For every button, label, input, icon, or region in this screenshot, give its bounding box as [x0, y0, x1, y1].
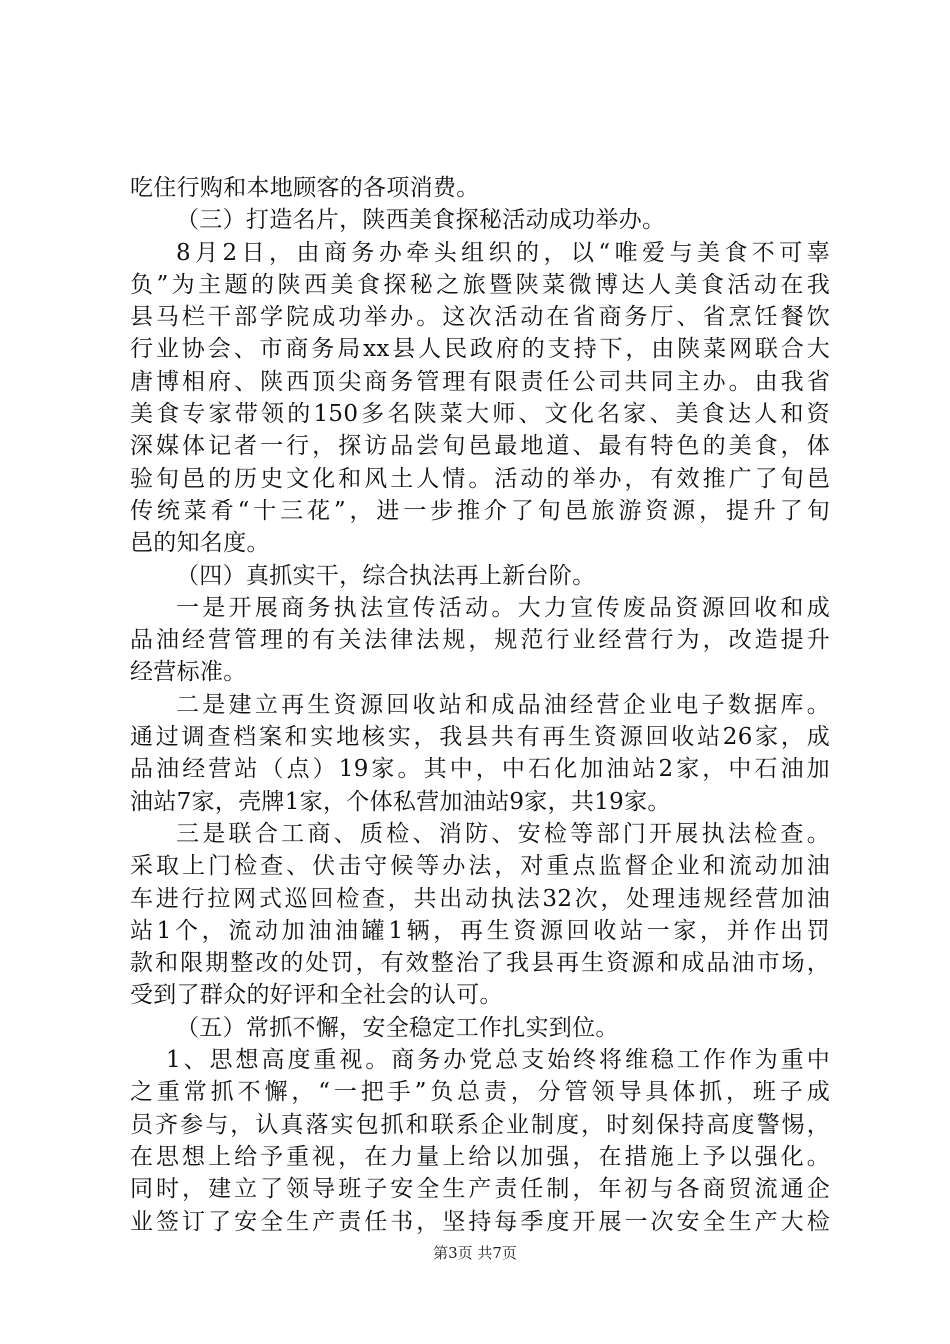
paragraph-line: 车进行拉网式巡回检查，共出动执法32次，处理违规经营加油	[130, 885, 830, 912]
paragraph-line: 深媒体记者一行，探访品尝旬邑最地道、最有特色的美食，体	[130, 433, 830, 460]
section-heading-4: （四）真抓实干，综合执法再上新台阶。	[176, 562, 596, 589]
paragraph-line: 款和限期整改的处罚，有效整治了我县再生资源和成品油市场，	[130, 950, 830, 977]
paragraph-line: 品油经营站（点）19家。其中，中石化加油站2家，中石油加	[130, 756, 830, 783]
paragraph-line: 三是联合工商、质检、消防、安检等部门开展执法检查。	[176, 820, 830, 847]
paragraph-line: 之重常抓不懈，“一把手”负总责，分管领导具体抓，班子成	[130, 1079, 830, 1106]
section-heading-3: （三）打造名片，陕西美食探秘活动成功举办。	[176, 207, 666, 234]
paragraph-line: 行业协会、市商务局xx县人民政府的支持下，由陕菜网联合大	[130, 336, 830, 363]
paragraph-line: 验旬邑的历史文化和风土人情。活动的举办，有效推广了旬邑	[130, 465, 830, 492]
section-heading-5: （五）常抓不懈，安全稳定工作扎实到位。	[176, 1014, 619, 1041]
paragraph-line: 经营标准。	[130, 659, 247, 686]
paragraph-line: 品油经营管理的有关法律法规，规范行业经营行为，改造提升	[130, 627, 830, 654]
paragraph-line: 通过调查档案和实地核实，我县共有再生资源回收站26家，成	[130, 724, 830, 751]
paragraph-line: 吃住行购和本地顾客的各项消费。	[130, 175, 480, 201]
paragraph-line: 邑的知名度。	[130, 530, 270, 557]
paragraph-line: 美食专家带领的150多名陕菜大师、文化名家、美食达人和资	[130, 401, 830, 428]
paragraph-line: 业签订了安全生产责任书，坚持每季度开展一次安全生产大检	[130, 1208, 830, 1235]
paragraph-line: 二是建立再生资源回收站和成品油经营企业电子数据库。	[176, 691, 830, 718]
paragraph-line: 站1个，流动加油油罐1辆，再生资源回收站一家，并作出罚	[130, 917, 830, 944]
paragraph-line: 县马栏干部学院成功举办。这次活动在省商务厅、省烹饪餐饮	[130, 304, 830, 331]
paragraph-line: 受到了群众的好评和全社会的认可。	[130, 982, 503, 1009]
paragraph-line: 传统菜肴“十三花”，进一步推介了旬邑旅游资源，提升了旬	[130, 497, 830, 524]
paragraph-line: 员齐参与，认真落实包抓和联系企业制度，时刻保持高度警惕，	[130, 1111, 830, 1138]
paragraph-line: 负”为主题的陕西美食探秘之旅暨陕菜微博达人美食活动在我	[130, 271, 830, 298]
page-footer: 第3页 共7页	[433, 1244, 517, 1262]
paragraph-line: 在思想上给予重视，在力量上给以加强，在措施上予以强化。	[130, 1143, 830, 1170]
paragraph-line: 油站7家，壳牌1家，个体私营加油站9家，共19家。	[130, 788, 671, 815]
paragraph-line: 一是开展商务执法宣传活动。大力宣传废品资源回收和成	[176, 594, 830, 621]
paragraph-line: 采取上门检查、伏击守候等办法，对重点监督企业和流动加油	[130, 853, 830, 880]
paragraph-line: 唐博相府、陕西顶尖商务管理有限责任公司共同主办。由我省	[130, 368, 830, 395]
paragraph-line: 8月2日，由商务办牵头组织的，以“唯爱与美食不可辜	[176, 239, 830, 266]
paragraph-line: 1、思想高度重视。商务办党总支始终将维稳工作作为重中	[166, 1047, 830, 1074]
paragraph-line: 同时，建立了领导班子安全生产责任制，年初与各商贸流通企	[130, 1176, 830, 1203]
document-body	[130, 172, 830, 1238]
